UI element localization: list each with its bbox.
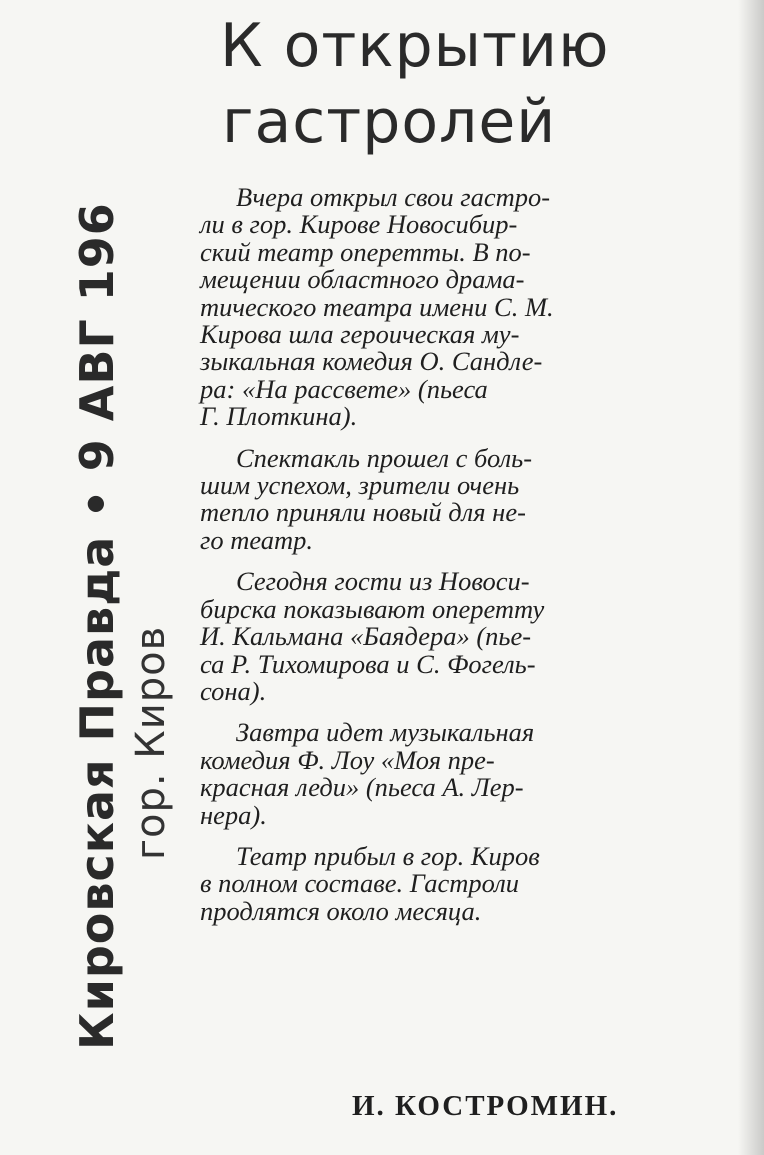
author-signature: И. КОСТРОМИН. [352, 1090, 619, 1122]
paragraph-line: ра: «На рассвете» (пьеса [200, 373, 488, 404]
paragraph-line: нера). [200, 799, 267, 830]
paragraph-line: сона). [200, 675, 267, 706]
paragraph-line: тепло приняли новый для не- [200, 497, 526, 528]
paragraph-line: мещении областного драма- [200, 264, 525, 295]
stamp-newspaper-name: Кировская Правда [70, 535, 124, 1050]
paragraph-line: Сегодня гости из Новоси- [236, 566, 530, 597]
paragraph-line: И. Кальмана «Баядера» (пье- [200, 621, 532, 652]
stamp-date: 9 АВГ 196 [70, 202, 124, 472]
paragraph-line: красная леди» (пьеса А. Лер- [200, 772, 524, 803]
paragraph-line: Кирова шла героическая му- [200, 319, 520, 350]
stamp-newspaper-date [70, 0, 124, 1050]
paragraph-line: комедия Ф. Лоу «Моя пре- [200, 744, 495, 775]
article-paragraph [200, 184, 730, 431]
paragraph-line: са Р. Тихомирова и С. Фогель- [200, 648, 536, 679]
paragraph-line: зыкальная комедия О. Сандле- [200, 346, 543, 377]
paragraph-line: продлятся около месяца. [200, 895, 482, 926]
article-paragraph [200, 568, 730, 705]
article-paragraph [200, 840, 730, 926]
stamp-separator: • [70, 471, 124, 519]
paragraph-line: в полном составе. Гастроли [200, 868, 519, 899]
article-headline [220, 8, 740, 160]
stamp-place: гор. Киров [128, 625, 174, 860]
headline-line-2: гастролей [222, 87, 557, 157]
article-paragraph [200, 442, 730, 555]
paragraph-line: Г. Плоткина). [200, 401, 358, 432]
headline-line-1: К открытию [220, 11, 610, 81]
archive-stamp [20, 0, 174, 1155]
page-edge-shadow [738, 0, 764, 1155]
paragraph-line: тического театра имени С. М. [200, 291, 554, 322]
article-body [200, 184, 730, 939]
paragraph-line: ли в гор. Кирове Новосибир- [200, 209, 518, 240]
paragraph-line: бирска показывают оперетту [200, 593, 545, 624]
paragraph-line: Вчера открыл свои гастро- [236, 182, 551, 212]
paragraph-line: го театр. [200, 524, 314, 555]
paragraph-line: Завтра идет музыкальная [236, 717, 535, 748]
paragraph-line: шим успехом, зрители очень [200, 470, 520, 501]
paragraph-line: ский театр оперетты. В по- [200, 236, 531, 267]
paragraph-line: Спектакль прошел с боль- [236, 442, 533, 473]
paragraph-line: Театр прибыл в гор. Киров [236, 840, 540, 871]
article-paragraph [200, 719, 730, 829]
